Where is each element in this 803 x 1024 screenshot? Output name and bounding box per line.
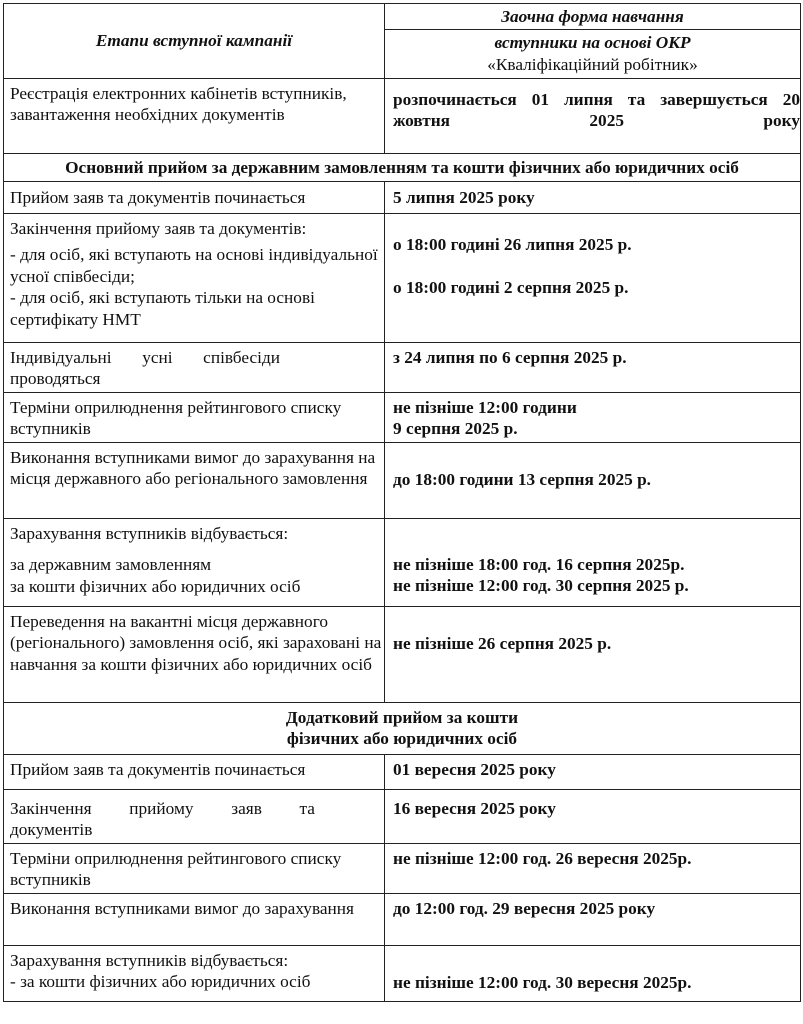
stage-word: співбесіди [203,348,280,367]
stage-word: заяв [231,799,262,818]
stage-word: документів [10,820,93,840]
date-cell: з 24 липня по 6 серпня 2025 р. [385,343,801,393]
stage-item: - для осіб, які вступають на основі індивідуальної усної співбесіди; [10,245,378,286]
table-row [4,945,801,1001]
stage-cell [4,343,385,393]
stage-cell: Терміни оприлюднення рейтингового списку вступників [4,843,385,893]
table-row [4,343,801,393]
stage-word: та [299,799,315,818]
table-row [4,214,801,343]
admission-schedule-table [3,3,801,1002]
table-row [4,443,801,519]
header-row [4,4,801,79]
stage-cell: Виконання вступниками вимог до зарахування на місця державного або регіонального замовлення [4,443,385,519]
stage-cell: Переведення на вакантні місця державного (регіонального) замовлення осіб, які зараховані на навчання за кошти фізичних або юридичних осіб [4,607,385,703]
date-cell: до 12:00 год. 29 вересня 2025 року [385,893,801,945]
table-row [4,607,801,703]
stage-word: прийому [129,799,194,818]
header-form-title: Заочна форма навчання [385,4,800,30]
section-row [4,703,801,755]
date-text: не пізніше 18:00 год. 16 серпня 2025р. [393,555,685,574]
header-form [385,4,801,79]
date-text: 9 серпня 2025 р. [393,419,518,439]
stage-word: Закінчення [10,799,92,818]
date-cell: не пізніше 12:00 год. 26 вересня 2025р. [385,843,801,893]
stage-cell [4,790,385,844]
stage-item: за кошти фізичних або юридичних осіб [10,576,301,596]
table-row [4,393,801,443]
table-row [4,790,801,844]
stage-cell: Терміни оприлюднення рейтингового списку вступників [4,393,385,443]
header-stages [4,4,385,79]
header-form-subtitle: вступники на основі ОКР [494,33,691,52]
stage-item: - для осіб, які вступають тільки на основі сертифікату НМТ [10,288,315,329]
date-text: о 18:00 годині 26 липня 2025 р. [393,235,632,254]
date-cell [385,393,801,443]
section-title-line: фізичних або юридичних осіб [286,729,518,749]
date-cell [385,519,801,607]
stage-word: Індивідуальні [10,348,112,367]
stage-item: - за кошти фізичних або юридичних осіб [10,972,311,992]
date-cell [385,79,801,154]
section-title-line: Додатковий прийом за кошти [285,708,519,727]
stage-cell: Виконання вступниками вимог до зарахування [4,893,385,945]
stage-item: за державним замовленням [10,555,212,575]
table-row [4,79,801,154]
stage-cell [4,214,385,343]
section-title-extra [4,703,801,755]
table-row [4,843,801,893]
date-text: не пізніше 12:00 години [393,398,577,417]
stage-cell: Прийом заяв та документів починається [4,182,385,214]
header-stages-label: Етапи вступної кампанії [95,31,293,50]
header-form-qualification: «Кваліфікаційний робітник» [487,55,698,74]
stage-title: Закінчення прийому заяв та документів: [10,219,307,238]
date-text: о 18:00 годині 2 серпня 2025 р. [393,278,629,298]
date-cell: 16 вересня 2025 року [385,790,801,844]
table-row [4,519,801,607]
stage-cell [4,519,385,607]
stage-title: Зарахування вступників відбувається: [10,524,289,543]
date-text: розпочинається 01 липня та завершується 20 жовтня 2025 року [393,90,800,131]
date-text: не пізніше 12:00 год. 30 серпня 2025 р. [393,576,689,596]
stage-word: проводяться [10,369,101,389]
stage-title: Зарахування вступників відбувається: [10,950,289,970]
table-row [4,182,801,214]
stage-word: усні [142,348,173,367]
section-row [4,154,801,182]
table-row [4,755,801,790]
date-cell [385,214,801,343]
section-title-main: Основний прийом за державним замовленням та кошти фізичних або юридичних осіб [4,154,801,182]
date-cell: не пізніше 26 серпня 2025 р. [385,607,801,703]
table-row [4,893,801,945]
date-cell: 01 вересня 2025 року [385,755,801,790]
stage-cell [4,945,385,1001]
stage-cell: Прийом заяв та документів починається [4,755,385,790]
date-cell: до 18:00 години 13 серпня 2025 р. [385,443,801,519]
date-cell: не пізніше 12:00 год. 30 вересня 2025р. [385,945,801,1001]
stage-cell: Реєстрація електронних кабінетів вступників, завантаження необхідних документів [4,79,385,154]
date-cell: 5 липня 2025 року [385,182,801,214]
